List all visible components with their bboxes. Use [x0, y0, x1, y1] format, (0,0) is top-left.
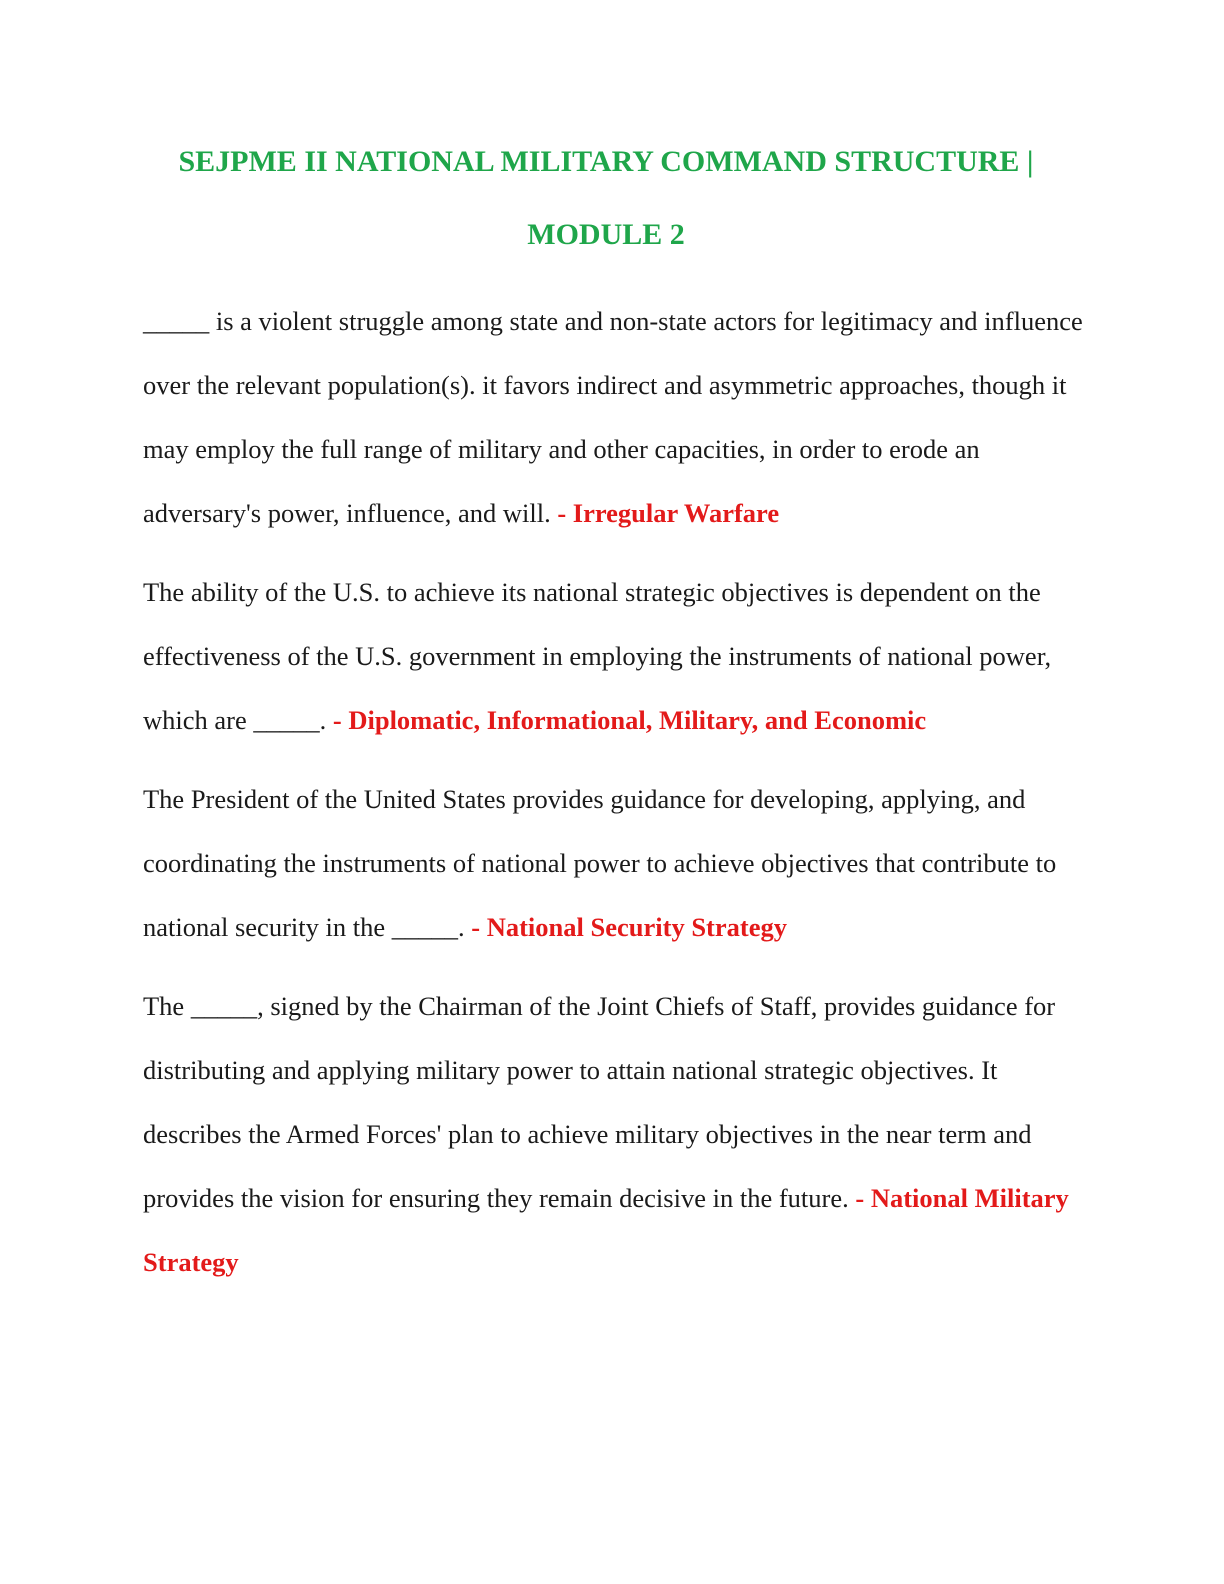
question-text: The ability of the U.S. to achieve its national strategic objectives is dependent on the effectiveness of the U.S. government in employing the instruments of national power, which are _____. — [143, 577, 1052, 735]
question-item — [143, 289, 1083, 545]
question-text: The _____, signed by the Chairman of the Joint Chiefs of Staff, provides guidance for distributing and applying military power to attain national strategic objectives. It describes the Armed Forces' plan to achieve military objectives in the near term and provides the vision for ensuring they remain decisive in the future. — [143, 991, 1056, 1213]
question-text: The President of the United States provides guidance for developing, applying, and coordinating the instruments of national power to achieve objectives that contribute to national security in the _____. — [143, 784, 1057, 942]
document-title-module: MODULE 2 — [527, 218, 685, 251]
answer-text: - Diplomatic, Informational, Military, and Economic — [332, 705, 927, 735]
question-text: _____ is a violent struggle among state and non-state actors for legitimacy and influence over the relevant population(s). it favors indirect and asymmetric approaches, though it may employ the full range of military and other capacities, in order to erode an adversary's power, influence, and will. — [143, 306, 1083, 528]
question-item — [143, 767, 1083, 959]
question-item — [143, 560, 1083, 752]
document-title: SEJPME II NATIONAL MILITARY COMMAND STRUCTURE | — [178, 145, 1034, 178]
answer-text: - Irregular Warfare — [557, 498, 780, 528]
answer-text: - National Military Strategy — [143, 1183, 1069, 1277]
answer-text: - National Security Strategy — [471, 912, 787, 942]
question-item — [143, 974, 1083, 1294]
